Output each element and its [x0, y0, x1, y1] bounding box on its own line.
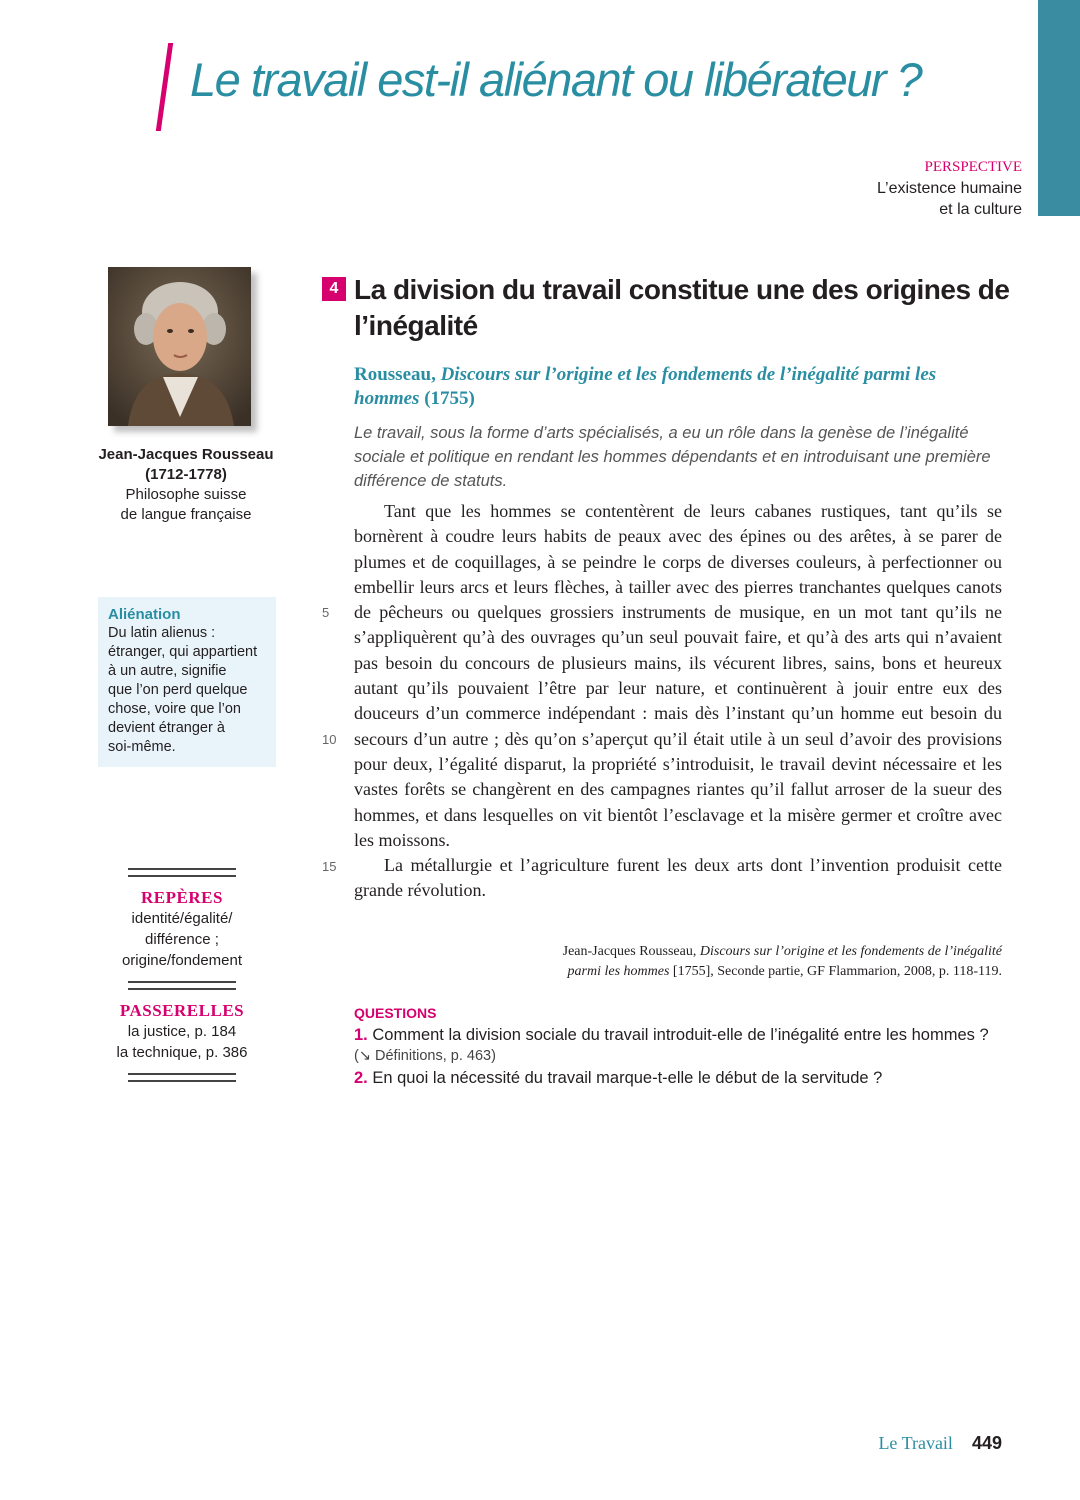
citation-author: Jean-Jacques Rousseau,	[562, 944, 700, 959]
perspective-line: et la culture	[939, 201, 1022, 218]
document-number-badge: 4	[322, 277, 346, 301]
text-paragraph: Tant que les hommes se contentèrent de leurs cabanes rustiques, tant qu’ils se bornèrent à coudre leurs habits de peaux avec des épines ou des arêtes, à se parer de plumes et de coquillages, à se peindre le corps de diverses couleurs, à perfectionner ou embellir leurs arcs et leurs flèches, à tailler avec des pierres tranchantes quelques canots de pêcheurs ou quelques grossiers instruments de musique, en un mot tant qu’ils ne s’appliquèrent qu’à des ouvrages qu’un seul pouvait faire, et qu’à des arts qui n’avaient pas besoin du concours de plusieurs mains, ils vécurent libres, sains, bons et heureux autant qu’ils pouvaient l’être par leur nature, et continuèrent à jouir entre eux des douceurs d’un commerce indépendant : mais dès l’instant qu’un homme eut besoin du secours d’un autre ; dès qu’on s’aperçut qu’il était utile à un seul d’avoir des provisions pour deux, l’égalité disparut, la propriété s’introduisit, le travail devint nécessaire et les vastes forêts se changèrent en des campagnes riantes qu’il fallut arroser de la sueur des hommes, et dans lesquelles on vit bientôt l’esclavage et la misère germer et croître avec les moissons.	[354, 501, 1002, 850]
author-desc: Philosophe suisse	[125, 486, 247, 503]
line-number: 5	[322, 605, 330, 620]
glossary-term: Aliénation	[108, 606, 181, 623]
divider	[128, 981, 236, 990]
line-number: 10	[322, 732, 337, 747]
page-footer	[878, 1433, 1002, 1454]
author-name: Jean-Jacques Rousseau	[98, 446, 274, 463]
source-year: (1755)	[424, 388, 475, 409]
questions-heading: QUESTIONS	[354, 1005, 437, 1021]
question-reference[interactable]: (↘ Définitions, p. 463)	[354, 1048, 496, 1064]
question-item	[354, 1068, 1014, 1090]
page-title: Le travail est-il aliénant ou libérateur ?	[190, 53, 922, 106]
question-text: Comment la division sociale du travail introduit-elle de l’inégalité entre les hommes ?	[372, 1025, 989, 1044]
sidebar-references	[108, 868, 256, 1082]
chapter-side-tab	[1038, 0, 1080, 216]
glossary-line: étranger, qui appartient	[108, 644, 258, 660]
portrait-caption	[98, 445, 274, 525]
title-accent-bar	[156, 43, 173, 131]
document-source	[354, 363, 1004, 411]
glossary-line: Du latin alienus :	[108, 625, 216, 641]
author-dates: (1712-1778)	[145, 466, 227, 483]
document-header	[322, 272, 1012, 344]
glossary-line: devient étranger à	[108, 720, 225, 736]
document-intro: Le travail, sous la forme d’arts spécialisés, a eu un rôle dans la genèse de l’inégalité sociale et politique en rendant les hommes dépendants et en introduisant une première différence de statuts.	[354, 424, 991, 490]
glossary-line: que l’on perd quelque	[108, 682, 248, 698]
question-number: 1.	[354, 1025, 368, 1044]
citation-work: parmi les hommes	[567, 964, 670, 979]
citation-rest: [1755], Seconde partie, GF Flammarion, 2008, p. 118-119.	[669, 964, 1002, 979]
citation-line	[440, 962, 1002, 982]
perspective-kicker: PERSPECTIVE	[924, 159, 1022, 175]
line-number: 15	[322, 859, 337, 874]
reperes-line: identité/égalité/	[131, 910, 233, 927]
source-work: Discours sur l’origine et les fondements de l’inégalité parmi les hommes	[354, 364, 937, 409]
citation-work: Discours sur l’origine et les fondements de l’inégalité	[699, 944, 1002, 959]
reperes-line: origine/fondement	[121, 952, 243, 969]
author-desc: de langue française	[120, 506, 252, 523]
rousseau-portrait-image	[108, 267, 251, 426]
footer-chapter: Le Travail	[878, 1433, 953, 1453]
question-text: En quoi la nécessité du travail marque-t-elle le début de la servitude ?	[372, 1068, 883, 1087]
source-author: Rousseau,	[354, 364, 436, 385]
divider	[128, 1073, 236, 1082]
glossary-line: chose, voire que l’on	[108, 701, 241, 717]
document-text	[354, 499, 1002, 904]
questions-block	[354, 1003, 1014, 1089]
document-title: La division du travail constitue une des origines de l’inégalité	[354, 274, 1010, 341]
passerelles-link[interactable]: la justice, p. 184	[127, 1023, 237, 1040]
perspective-block	[877, 157, 1022, 220]
question-item	[354, 1025, 1014, 1047]
question-number: 2.	[354, 1068, 368, 1087]
passerelles-link[interactable]: la technique, p. 386	[116, 1044, 248, 1061]
reperes-line: différence ;	[145, 931, 219, 948]
portrait-frame	[108, 267, 266, 439]
citation	[440, 942, 1002, 982]
passerelles-heading: PASSERELLES	[119, 1001, 245, 1020]
page-number: 449	[971, 1433, 1002, 1453]
reperes-heading: REPÈRES	[141, 888, 223, 907]
glossary-box	[98, 597, 276, 767]
glossary-line: soi-même.	[108, 739, 176, 755]
citation-line	[440, 942, 1002, 962]
divider	[128, 868, 236, 877]
glossary-line: à un autre, signifie	[108, 663, 227, 679]
text-paragraph: La métallurgie et l’agriculture furent les deux arts dont l’invention produisit cette grande révolution.	[354, 855, 1002, 901]
perspective-line: L’existence humaine	[877, 180, 1022, 197]
